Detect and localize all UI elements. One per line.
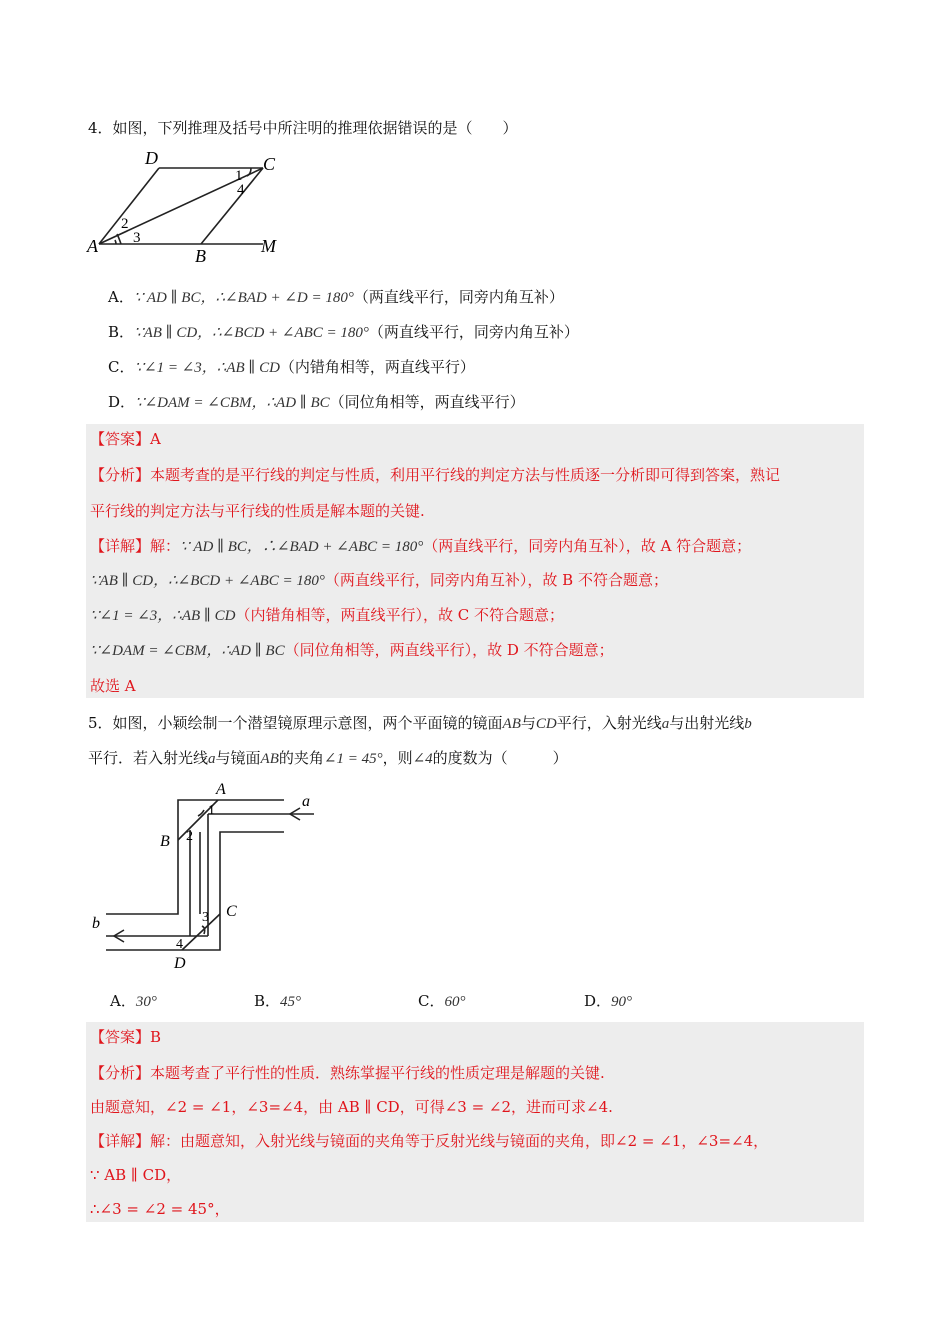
detail-text: （同位角相等，两直线平行），故 D 不符合题意； bbox=[284, 641, 614, 659]
detail-math: ∵∠DAM = ∠CBM，∴AD ∥ BC bbox=[90, 643, 285, 659]
detail-math: ∵ AD ∥ BC，∴∠BAD + ∠ABC = 180° bbox=[180, 539, 424, 555]
answer-label: 【答案】 bbox=[90, 430, 151, 448]
q5-label-C: C bbox=[226, 903, 237, 920]
option-letter: A． bbox=[110, 992, 136, 1010]
q5-label-A: A bbox=[216, 781, 226, 798]
detail-math: ∵AB ∥ CD，∴∠BCD + ∠ABC = 180° bbox=[90, 573, 325, 589]
stem-text: 平行．若入射光线 bbox=[88, 749, 209, 767]
stem-text: ，则 bbox=[382, 749, 413, 767]
stem-math: ∠1 = 45° bbox=[323, 751, 383, 767]
q5-detail-3: ∴∠3 = ∠2 = 45°， bbox=[90, 1200, 230, 1218]
detail-text: 解：由题意知，入射光线与镜面的夹角等于反射光线与镜面的夹角，即∠2 = ∠1，∠3=∠4， bbox=[150, 1132, 769, 1150]
q4-answer bbox=[90, 428, 161, 450]
option-letter: B． bbox=[108, 323, 135, 341]
analysis-label: 【分析】 bbox=[90, 466, 151, 484]
q4-stem: 4．如图，下列推理及括号中所注明的推理依据错误的是（ ） bbox=[88, 119, 518, 137]
stem-text: 5．如图，小颖绘制一个潜望镜原理示意图，两个平面镜的镜面 bbox=[88, 714, 503, 732]
answer-value: B bbox=[150, 1028, 162, 1046]
q4-analysis-2: 平行线的判定方法与平行线的性质是解本题的关键. bbox=[90, 502, 425, 520]
q5-stem-line-1 bbox=[88, 712, 752, 735]
option-math: ∵ AD ∥ BC，∴∠BAD + ∠D = 180° bbox=[133, 290, 354, 306]
analysis-label: 【分析】 bbox=[90, 1064, 151, 1082]
q4-option-c bbox=[108, 356, 475, 379]
q4-detail-4 bbox=[90, 639, 614, 662]
detail-text: （两直线平行，同旁内角互补），故 A 符合题意； bbox=[423, 537, 752, 555]
q5-option-d bbox=[584, 990, 632, 1013]
option-math: ∵∠1 = ∠3，∴AB ∥ CD bbox=[134, 360, 280, 376]
q4-option-b bbox=[108, 321, 579, 344]
q5-option-c bbox=[418, 990, 465, 1013]
q4-angle-2: 2 bbox=[121, 216, 129, 232]
option-reason: （内错角相等，两直线平行） bbox=[279, 358, 475, 376]
detail-text: （内错角相等，两直线平行），故 C 不符合题意； bbox=[235, 606, 564, 624]
q5-angle-2: 2 bbox=[186, 829, 193, 844]
stem-text: 与 bbox=[520, 714, 536, 732]
q5-angle-3: 3 bbox=[202, 910, 209, 925]
q5-label-b: b bbox=[92, 915, 100, 932]
q5-label-B: B bbox=[160, 833, 170, 850]
q4-angle-3: 3 bbox=[133, 230, 141, 246]
stem-text: 平行，入射光线 bbox=[556, 714, 662, 732]
q5-option-b bbox=[254, 990, 301, 1013]
q4-detail-3 bbox=[90, 604, 564, 627]
answer-value: A bbox=[150, 430, 161, 448]
stem-math: ∠4 bbox=[412, 751, 433, 767]
q4-analysis-1 bbox=[90, 464, 780, 486]
detail-prefix: 解： bbox=[150, 537, 181, 555]
option-letter: A． bbox=[108, 288, 134, 306]
q5-analysis-2: 由题意知，∠2 = ∠1，∠3=∠4，由 AB ∥ CD，可得∠3 = ∠2，进而可求∠4. bbox=[90, 1098, 613, 1116]
stem-text: 与镜面 bbox=[215, 749, 261, 767]
detail-text: （两直线平行，同旁内角互补），故 B 不符合题意； bbox=[324, 571, 668, 589]
detail-label: 【详解】 bbox=[90, 1132, 151, 1150]
option-letter: C． bbox=[418, 992, 445, 1010]
q4-label-D: D bbox=[145, 150, 158, 168]
stem-math: a bbox=[208, 751, 216, 767]
q4-label-M: M bbox=[261, 236, 276, 256]
stem-math: CD bbox=[535, 716, 557, 732]
q5-stem-line-2 bbox=[88, 747, 568, 770]
q5-analysis-1 bbox=[90, 1062, 605, 1084]
stem-text: 与出射光线 bbox=[669, 714, 745, 732]
option-letter: C． bbox=[108, 358, 135, 376]
detail-label: 【详解】 bbox=[90, 537, 151, 555]
option-value: 60° bbox=[444, 994, 466, 1010]
q5-detail-1 bbox=[90, 1130, 768, 1152]
option-math: ∵∠DAM = ∠CBM，∴AD ∥ BC bbox=[135, 395, 330, 411]
q5-detail-2: ∵ AB ∥ CD， bbox=[90, 1166, 182, 1184]
q4-option-d bbox=[108, 391, 525, 414]
answer-label: 【答案】 bbox=[90, 1028, 151, 1046]
q5-angle-1: 1 bbox=[208, 803, 215, 818]
stem-text: 的夹角 bbox=[278, 749, 324, 767]
option-value: 30° bbox=[135, 994, 157, 1010]
option-value: 45° bbox=[280, 994, 302, 1010]
stem-math: a bbox=[661, 716, 670, 732]
analysis-text: 本题考查了平行性的性质．熟练掌握平行线的性质定理是解题的关键. bbox=[150, 1064, 605, 1082]
q5-solution-box bbox=[86, 1022, 864, 1222]
option-math: ∵AB ∥ CD，∴∠BCD + ∠ABC = 180° bbox=[134, 325, 369, 341]
q5-periscope-figure bbox=[86, 778, 326, 974]
stem-math: AB bbox=[260, 751, 279, 767]
option-reason: （两直线平行，同旁内角互补） bbox=[353, 288, 564, 306]
q5-option-a bbox=[110, 990, 157, 1013]
option-letter: B． bbox=[254, 992, 281, 1010]
q4-detail-1 bbox=[90, 535, 751, 558]
q5-label-D: D bbox=[174, 955, 186, 972]
q4-parallelogram-figure bbox=[85, 150, 285, 268]
option-letter: D． bbox=[108, 393, 136, 411]
stem-math: b bbox=[744, 716, 752, 732]
stem-text: 的度数为（ ） bbox=[432, 749, 568, 767]
option-value: 90° bbox=[611, 994, 633, 1010]
detail-math: ∵∠1 = ∠3，∴AB ∥ CD bbox=[90, 608, 236, 624]
q5-label-a: a bbox=[302, 793, 310, 810]
q4-angle-4: 4 bbox=[237, 182, 245, 198]
analysis-text: 本题考查的是平行线的判定与性质，利用平行线的判定方法与性质逐一分析即可得到答案，熟记 bbox=[150, 466, 781, 484]
q4-conclusion: 故选 A bbox=[90, 677, 136, 695]
stem-math: AB bbox=[502, 716, 521, 732]
q4-label-A: A bbox=[87, 236, 98, 256]
option-reason: （两直线平行，同旁内角互补） bbox=[368, 323, 579, 341]
option-letter: D． bbox=[584, 992, 612, 1010]
q4-option-a bbox=[108, 286, 564, 309]
q5-angle-4: 4 bbox=[176, 937, 183, 952]
q4-label-B: B bbox=[195, 246, 206, 266]
q4-label-C: C bbox=[263, 154, 276, 174]
q4-angle-1: 1 bbox=[235, 168, 243, 184]
q4-detail-2 bbox=[90, 569, 668, 592]
q5-answer bbox=[90, 1026, 161, 1048]
option-reason: （同位角相等，两直线平行） bbox=[329, 393, 525, 411]
